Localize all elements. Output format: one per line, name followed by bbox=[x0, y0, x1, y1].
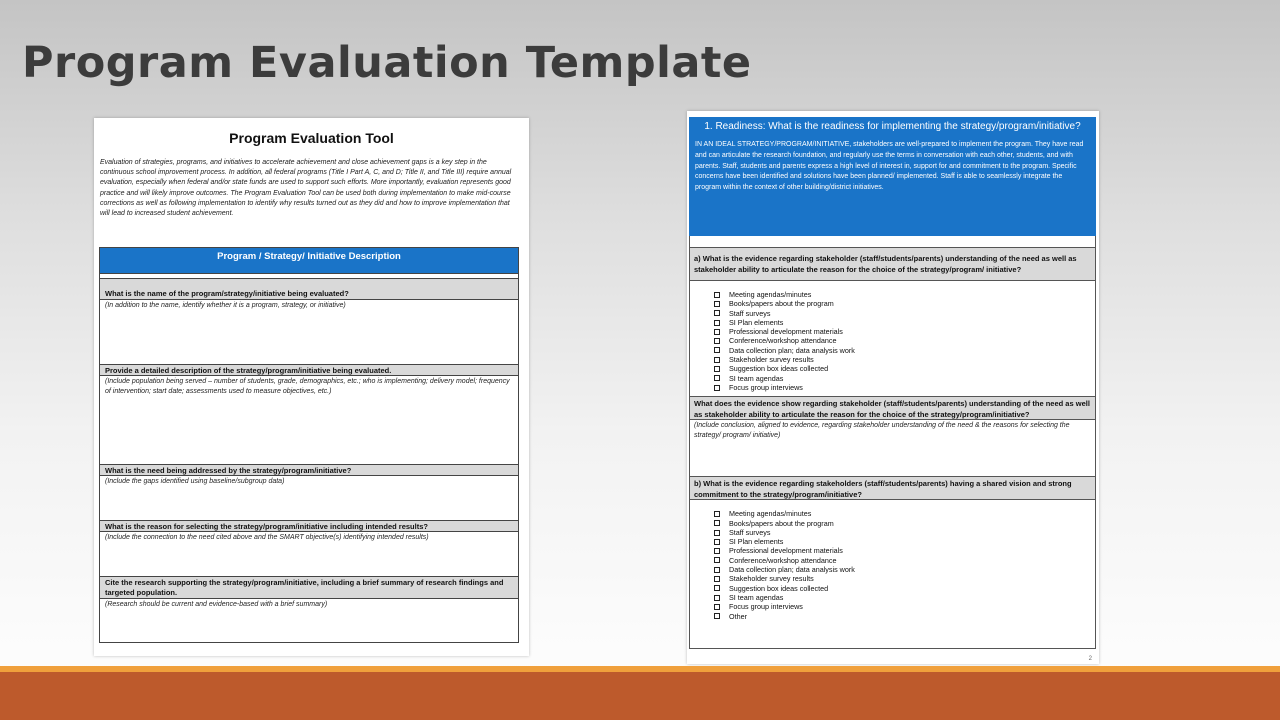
checkbox-icon bbox=[714, 511, 720, 517]
checklist-item-label: Data collection plan; data analysis work bbox=[729, 345, 855, 355]
evidence-checklist-a bbox=[690, 290, 1095, 392]
question-need: What is the need being addressed by the strategy/program/initiative? bbox=[100, 464, 518, 476]
checkbox-icon bbox=[714, 338, 720, 344]
hint-reason: (Include the connection to the need cited above and the SMART objective(s) identifying intended results) bbox=[105, 534, 429, 541]
checklist-item bbox=[714, 290, 1095, 299]
checklist-item bbox=[714, 574, 1095, 583]
evidence-checklist-b bbox=[690, 509, 1095, 621]
checkbox-icon bbox=[714, 292, 720, 298]
readiness-form bbox=[689, 236, 1096, 649]
checklist-item-label: SI team agendas bbox=[729, 592, 784, 602]
checklist-item-label: Professional development materials bbox=[729, 327, 843, 337]
checklist-item-label: Other bbox=[729, 611, 747, 621]
checklist-item bbox=[714, 519, 1095, 528]
checklist-item bbox=[714, 383, 1095, 392]
checklist-item-label: Suggestion box ideas collected bbox=[729, 583, 829, 593]
program-evaluation-tool-page bbox=[94, 118, 529, 656]
question-evidence-shows: What does the evidence show regarding stakeholder (staff/students/parents) understanding of the need as well as stakeholder ability to articulate the reason for the choice of the strategy/program/initiative? bbox=[690, 396, 1095, 420]
checklist-item bbox=[714, 364, 1095, 373]
checkbox-icon bbox=[714, 539, 720, 545]
checklist-item-label: Suggestion box ideas collected bbox=[729, 364, 829, 374]
checklist-item bbox=[714, 556, 1095, 565]
checklist-item-label: Stakeholder survey results bbox=[729, 355, 814, 365]
question-research: Cite the research supporting the strategy/program/initiative, including a brief summary of research findings and targeted population. bbox=[100, 576, 518, 599]
checklist-item-label: Focus group interviews bbox=[729, 602, 803, 612]
checkbox-icon bbox=[714, 385, 720, 391]
checkbox-icon bbox=[714, 320, 720, 326]
checklist-item-label: Books/papers about the program bbox=[729, 518, 834, 528]
checkbox-icon bbox=[714, 557, 720, 563]
readiness-title: 1. Readiness: What is the readiness for implementing the strategy/program/initiative? bbox=[704, 121, 1081, 132]
checklist-item bbox=[714, 299, 1095, 308]
checklist-item bbox=[714, 318, 1095, 327]
readiness-ideal-description: IN AN IDEAL STRATEGY/PROGRAM/INITIATIVE, stakeholders are well-prepared to implement the program. They have read and can articulate the research foundation, and regularly use the terms in conversation with each other, students, and with parents. Staff, students and parents express a high level of interest in, support for and commitment to the program. Specific concerns have been identified and solutions have been planned/ implemented. Staff is able to seamlessly integrate the program within the context of other building/district initiatives. bbox=[695, 141, 1084, 192]
checklist-item bbox=[714, 546, 1095, 555]
question-a: a) What is the evidence regarding stakeholder (staff/students/parents) understanding of the need as well as stakeholder ability to articulate the reason for the choice of the strategy/program/ initiative? bbox=[690, 247, 1095, 281]
hint-name: (In addition to the name, identify whether it is a program, strategy, or initiative) bbox=[105, 302, 346, 309]
checkbox-icon bbox=[714, 548, 720, 554]
checklist-item-label: SI team agendas bbox=[729, 373, 784, 383]
checklist-item bbox=[714, 584, 1095, 593]
checklist-item bbox=[714, 537, 1095, 546]
checkbox-icon bbox=[714, 520, 720, 526]
checkbox-icon bbox=[714, 576, 720, 582]
checkbox-icon bbox=[714, 347, 720, 353]
hint-need: (Include the gaps identified using baseline/subgroup data) bbox=[105, 478, 285, 485]
checkbox-icon bbox=[714, 301, 720, 307]
checkbox-icon bbox=[714, 366, 720, 372]
checkbox-icon bbox=[714, 567, 720, 573]
checklist-item bbox=[714, 602, 1095, 611]
question-description: Provide a detailed description of the strategy/program/initiative being evaluated. bbox=[100, 364, 518, 376]
hint-research: (Research should be current and evidence-based with a brief summary) bbox=[105, 601, 328, 608]
readiness-header bbox=[689, 117, 1096, 236]
hint-description: (Include population being served – number of students, grade, demographics, etc.; who is implementing; delivery model; frequency of intervention; start date; assessments used to measure objectives, etc.) bbox=[105, 378, 510, 395]
hint-evidence-shows: (Include conclusion, aligned to evidence, regarding stakeholder understanding of the need & the reasons for selecting the strategy/ program/ initiative) bbox=[694, 422, 1070, 440]
checkbox-icon bbox=[714, 375, 720, 381]
checklist-item bbox=[714, 327, 1095, 336]
checkbox-icon bbox=[714, 530, 720, 536]
readiness-section-page bbox=[687, 111, 1099, 664]
checklist-item bbox=[714, 355, 1095, 364]
checklist-item bbox=[714, 593, 1095, 602]
checkbox-icon bbox=[714, 613, 720, 619]
question-reason: What is the reason for selecting the strategy/program/initiative including intended results? bbox=[100, 520, 518, 532]
checklist-item bbox=[714, 612, 1095, 621]
checklist-item-label: SI Plan elements bbox=[729, 537, 784, 547]
checklist-item bbox=[714, 565, 1095, 574]
checkbox-icon bbox=[714, 585, 720, 591]
checklist-item-label: Stakeholder survey results bbox=[729, 574, 814, 584]
checklist-item-label: Data collection plan; data analysis work bbox=[729, 565, 855, 575]
checklist-item-label: Meeting agendas/minutes bbox=[729, 509, 812, 519]
footer-bar bbox=[0, 672, 1280, 720]
slide-title: Program Evaluation Template bbox=[22, 38, 752, 88]
checkbox-icon bbox=[714, 329, 720, 335]
checkbox-icon bbox=[714, 357, 720, 363]
checklist-item-label: Staff surveys bbox=[729, 308, 771, 318]
checklist-item-label: Conference/workshop attendance bbox=[729, 336, 837, 346]
checklist-item bbox=[714, 509, 1095, 518]
checklist-item-label: SI Plan elements bbox=[729, 317, 784, 327]
checklist-item bbox=[714, 346, 1095, 355]
description-form bbox=[99, 247, 519, 643]
checklist-item-label: Conference/workshop attendance bbox=[729, 555, 837, 565]
page-number: 2 bbox=[1088, 656, 1092, 662]
checklist-item bbox=[714, 528, 1095, 537]
checklist-item bbox=[714, 336, 1095, 345]
checkbox-icon bbox=[714, 310, 720, 316]
checkbox-icon bbox=[714, 595, 720, 601]
question-name: What is the name of the program/strategy/initiative being evaluated? bbox=[100, 278, 518, 300]
checklist-item-label: Staff surveys bbox=[729, 527, 771, 537]
tool-title: Program Evaluation Tool bbox=[229, 130, 394, 146]
checklist-item bbox=[714, 374, 1095, 383]
checklist-item-label: Professional development materials bbox=[729, 546, 843, 556]
intro-paragraph: Evaluation of strategies, programs, and initiatives to accelerate achievement and close achievement gaps is a key step in the continuous school improvement process. In addition, all federal programs (Title I Part A, C, and D; Title II, and Title III) require annual evaluation, especially when federal and/or state funds are used to support such efforts. More importantly, evaluation represents good practice and will likely improve outcomes. The Program Evaluation Tool can be used both during implementation to make mid-course corrections as well as following implementation to identify why results turned out as they did and how to improve implementation that will lead to increased student achievement. bbox=[100, 159, 512, 218]
section-header: Program / Strategy/ Initiative Description bbox=[100, 248, 518, 274]
checklist-item-label: Focus group interviews bbox=[729, 382, 803, 392]
checklist-item-label: Meeting agendas/minutes bbox=[729, 290, 812, 299]
checklist-item bbox=[714, 309, 1095, 318]
checklist-item-label: Books/papers about the program bbox=[729, 299, 834, 309]
question-b: b) What is the evidence regarding stakeholders (staff/students/parents) having a shared vision and strong commitment to the strategy/program/initiative? bbox=[690, 476, 1095, 500]
checkbox-icon bbox=[714, 604, 720, 610]
